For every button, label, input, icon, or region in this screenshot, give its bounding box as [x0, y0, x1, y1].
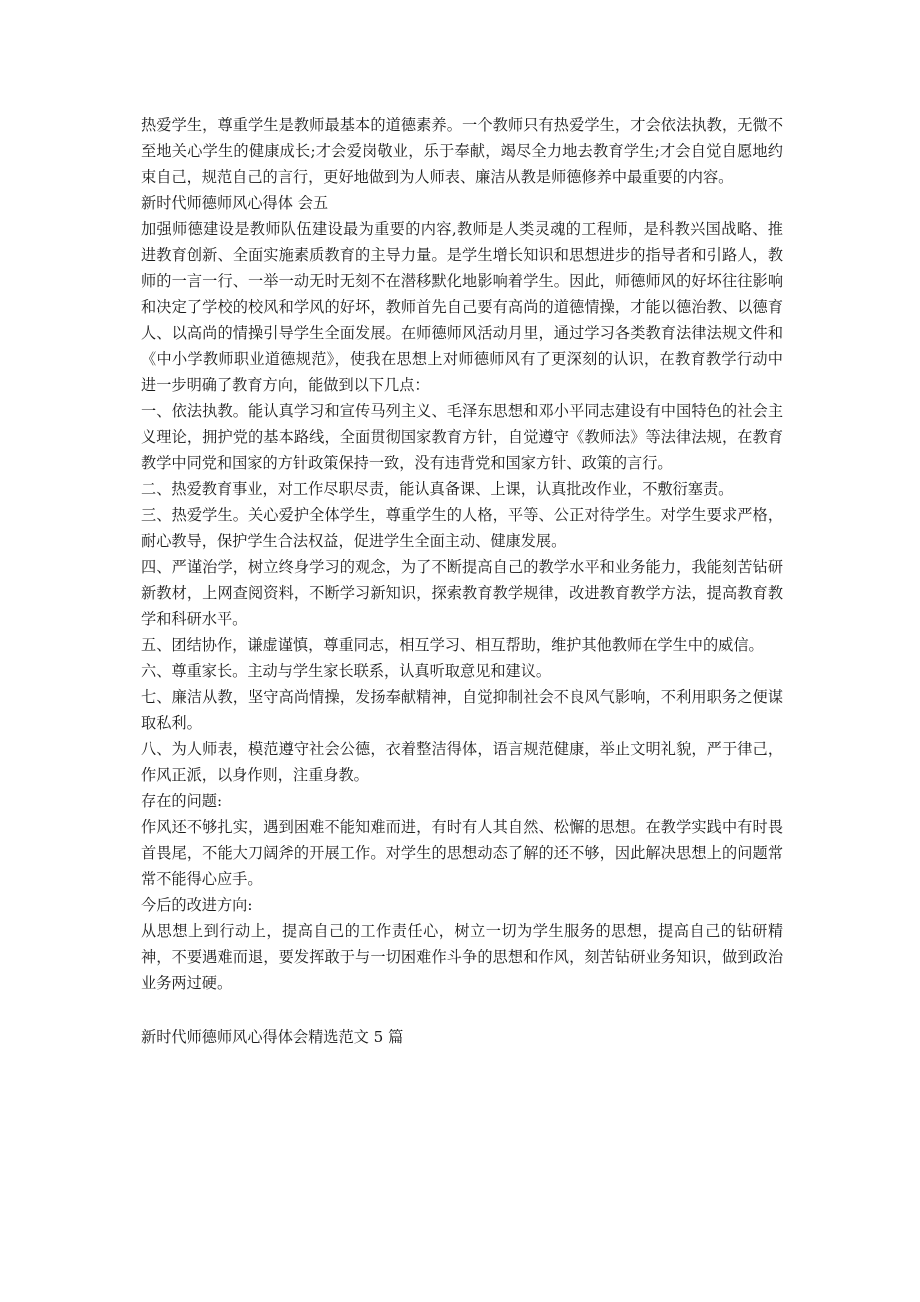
section-body-paragraph: 加强师德建设是教师队伍建设最为重要的内容,教师是人类灵魂的工程师，是科教兴国战略、推进教育创新、全面实施素质教育的主导力量。是学生增长知识和思想进步的指导者和引路人，教师的一言一行、一举一动无时无刻不在潜移默化地影响着学生。因此，师德师风的好坏往往影响和决定了学校的校风和学风的好坏，教师首先自己要有高尚的道德情操，才能以德治教、以德育人、以高尚的情操引导学生全面发展。在师德师风活动月里，通过学习各类教育法律法规文件和《中小学教师职业道德规范》，使我在思想上对师德师风有了更深刻的认识，在教育教学行动中进一步明确了教育方向，能做到以下几点： [141, 220, 783, 394]
point-1: 一、依法执教。能认真学习和宣传马列主义、毛泽东思想和邓小平同志建设有中国特色的社会主义理论，拥护党的基本路线，全面贯彻国家教育方针，自觉遵守《教师法》等法律法规，在教育教学中同党和国家的方针政策保持一致，没有违背党和国家方针、政策的言行。 [141, 402, 783, 472]
intro-paragraph: 热爱学生，尊重学生是教师最基本的道德素养。一个教师只有热爱学生，才会依法执教，无微不至地关心学生的健康成长;才会爱岗敬业，乐于奉献，竭尽全力地去教育学生;才会自觉自愿地约束自己，规范自己的言行，更好地做到为人师表、廉洁从教是师德修养中最重要的内容。 [141, 116, 783, 186]
point-4: 四、严谨治学，树立终身学习的观念，为了不断提高自己的教学水平和业务能力，我能刻苦钻研新教材，上网查阅资料，不断学习新知识，探索教育教学规律，改进教育教学方法，提高教育教学和科研水平。 [141, 558, 783, 628]
document-body [141, 112, 783, 996]
footer-title: 新时代师德师风心得体会精选范文 5 篇 [141, 1028, 404, 1046]
point-7: 七、廉洁从教，坚守高尚情操，发扬奉献精神，自觉抑制社会不良风气影响，不利用职务之便谋取私利。 [141, 688, 783, 732]
problems-paragraph: 作风还不够扎实，遇到困难不能知难而进，有时有人其自然、松懈的思想。在教学实践中有时畏首畏尾，不能大刀阔斧的开展工作。对学生的思想动态了解的还不够，因此解决思想上的问题常常不能得心应手。 [141, 818, 783, 888]
improve-label: 今后的改进方向: [141, 896, 253, 914]
point-3: 三、热爱学生。关心爱护全体学生，尊重学生的人格，平等、公正对待学生。对学生要求严格，耐心教导，保护学生合法权益，促进学生全面主动、健康发展。 [141, 506, 783, 550]
point-2: 二、热爱教育事业，对工作尽职尽责，能认真备课、上课，认真批改作业，不敷衍塞责。 [141, 480, 734, 498]
section-title: 新时代师德师风心得体 会五 [141, 194, 329, 212]
improve-paragraph: 从思想上到行动上，提高自己的工作责任心，树立一切为学生服务的思想，提高自己的钻研精神，不要遇难而退，要发挥敢于与一切困难作斗争的思想和作风，刻苦钻研业务知识，做到政治业务两过硬。 [141, 922, 783, 992]
problems-label: 存在的问题: [141, 792, 223, 810]
point-6: 六、尊重家长。主动与学生家长联系，认真听取意见和建议。 [141, 662, 552, 680]
point-5: 五、团结协作，谦虚谨慎，尊重同志，相互学习、相互帮助，维护其他教师在学生中的威信。 [141, 636, 764, 654]
point-8: 八、为人师表，模范遵守社会公德，衣着整洁得体，语言规范健康，举止文明礼貌，严于律己，作风正派，以身作则，注重身教。 [141, 740, 783, 784]
